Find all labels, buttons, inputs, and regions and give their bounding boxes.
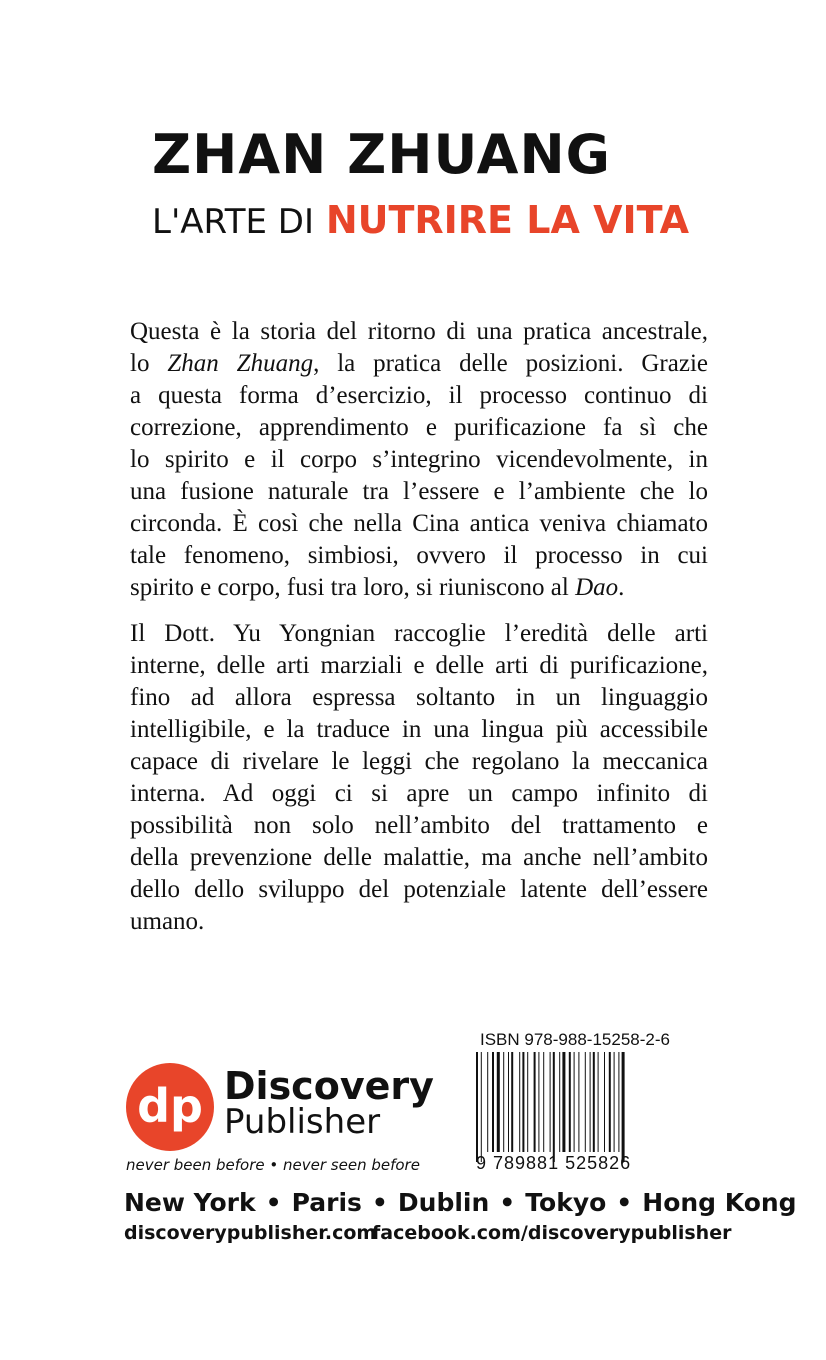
barcode-bar — [508, 1052, 509, 1152]
city: Dublin — [397, 1188, 490, 1217]
blurb-paragraph-2 — [130, 618, 708, 938]
barcode-bar — [543, 1052, 544, 1152]
barcode-bar — [562, 1052, 565, 1152]
blurb-line: tale fenomeno, simbiosi, ovvero il processo in cui — [130, 542, 708, 569]
blurb-line: capace di rivelare le leggi che regolano la meccanica — [130, 748, 708, 775]
blurb-line-prefix: lo — [130, 350, 150, 377]
blurb-line: fino ad allora espressa soltanto in un linguaggio — [130, 684, 708, 711]
barcode-bar — [497, 1052, 500, 1152]
logo-letters: dp — [137, 1079, 203, 1133]
barcode-bar — [487, 1052, 488, 1152]
book-subtitle — [152, 195, 712, 247]
city-separator: • — [371, 1188, 388, 1217]
barcode-bar — [590, 1052, 591, 1152]
barcode-bar — [604, 1052, 605, 1152]
barcode-bar — [622, 1052, 625, 1162]
barcode-bar — [503, 1052, 504, 1152]
barcode-bar — [527, 1052, 528, 1152]
blurb-line — [130, 348, 708, 380]
blurb-line: una fusione naturale tra l’essere e l’ambiente che lo — [130, 478, 708, 505]
publisher-tagline: never been before • never seen before — [126, 1156, 420, 1174]
blurb-paragraph-1 — [130, 316, 708, 604]
blurb-line — [130, 572, 708, 604]
city-separator: • — [265, 1188, 282, 1217]
barcode-bar — [578, 1052, 579, 1152]
blurb-line: interne, delle arti marziali e delle arti di purificazione, — [130, 652, 708, 679]
blurb-line-text: spirito e corpo, fusi tra loro, si riuniscono al — [130, 574, 569, 601]
blurb-line: circonda. È così che nella Cina antica veniva chiamato — [130, 510, 708, 537]
city: Paris — [291, 1188, 362, 1217]
subtitle-prefix: L'ARTE DI — [152, 202, 314, 242]
city: New York — [124, 1188, 256, 1217]
final-punct: . — [618, 574, 625, 601]
city: Hong Kong — [642, 1188, 797, 1217]
barcode-bar — [519, 1052, 520, 1152]
barcode-bar — [534, 1052, 536, 1152]
blurb-line: dello dello sviluppo del potenziale latente dell’essere — [130, 876, 708, 903]
city-separator: • — [499, 1188, 516, 1217]
barcode-bar — [598, 1052, 599, 1152]
barcode-bar — [574, 1052, 575, 1152]
barcode-bar — [593, 1052, 595, 1152]
blurb-line: lo spirito e il corpo s’integrino vicendevolmente, in — [130, 446, 708, 473]
barcode-bar — [585, 1052, 586, 1152]
barcode-bar — [476, 1052, 478, 1162]
blurb-line: possibilità non solo nell’ambito del trattamento e — [130, 812, 708, 839]
isbn-label: ISBN 978-988-15258-2-6 — [480, 1030, 670, 1049]
barcode-bar — [511, 1052, 513, 1152]
blurb-line: intelligibile, e la traduce in una lingua più accessibile — [130, 716, 708, 743]
blurb-line: a questa forma d’esercizio, il processo continuo di — [130, 382, 708, 409]
publisher-name: Discovery — [224, 1064, 434, 1108]
city-separator: • — [616, 1188, 633, 1217]
publisher-facebook: facebook.com/discoverypublisher — [372, 1222, 732, 1244]
italic-term: Zhan Zhuang — [167, 350, 314, 377]
barcode-bar — [618, 1052, 619, 1152]
italic-term: Dao — [575, 574, 619, 601]
barcode-bar — [559, 1052, 560, 1152]
barcode-bar — [614, 1052, 615, 1152]
book-title: ZHAN ZHUANG — [152, 123, 611, 186]
blurb-line: della prevenzione delle malattie, ma anche nell’ambito — [130, 844, 708, 871]
blurb-line: correzione, apprendimento e purificazione fa sì che — [130, 414, 708, 441]
barcode-bar — [569, 1052, 571, 1152]
barcode-bar — [553, 1052, 555, 1162]
blurb-line: Il Dott. Yu Yongnian raccoglie l’eredità delle arti — [130, 620, 708, 647]
blurb-line-rest: , la pratica delle posizioni. Grazie — [313, 350, 708, 377]
subtitle-highlight: NUTRIRE LA VITA — [325, 198, 690, 242]
blurb-line: interna. Ad oggi ci si apre un campo infinito di — [130, 780, 708, 807]
barcode-bar — [550, 1052, 551, 1152]
barcode-bar — [481, 1052, 482, 1162]
publisher-logo-icon — [125, 1062, 215, 1152]
barcode-bar — [609, 1052, 611, 1152]
blurb-line: Questa è la storia del ritorno di una pratica ancestrale, — [130, 318, 708, 345]
publisher-name-sub: Publisher — [224, 1102, 381, 1142]
city: Tokyo — [525, 1188, 607, 1217]
publisher-website: discoverypublisher.com — [124, 1222, 377, 1244]
barcode-bar — [492, 1052, 494, 1152]
city-list — [124, 1186, 797, 1220]
barcode-bar — [522, 1052, 524, 1152]
barcode-bar — [538, 1052, 539, 1152]
barcode-digits: 9 789881 525826 — [476, 1153, 632, 1173]
blurb-line: umano. — [130, 908, 205, 935]
